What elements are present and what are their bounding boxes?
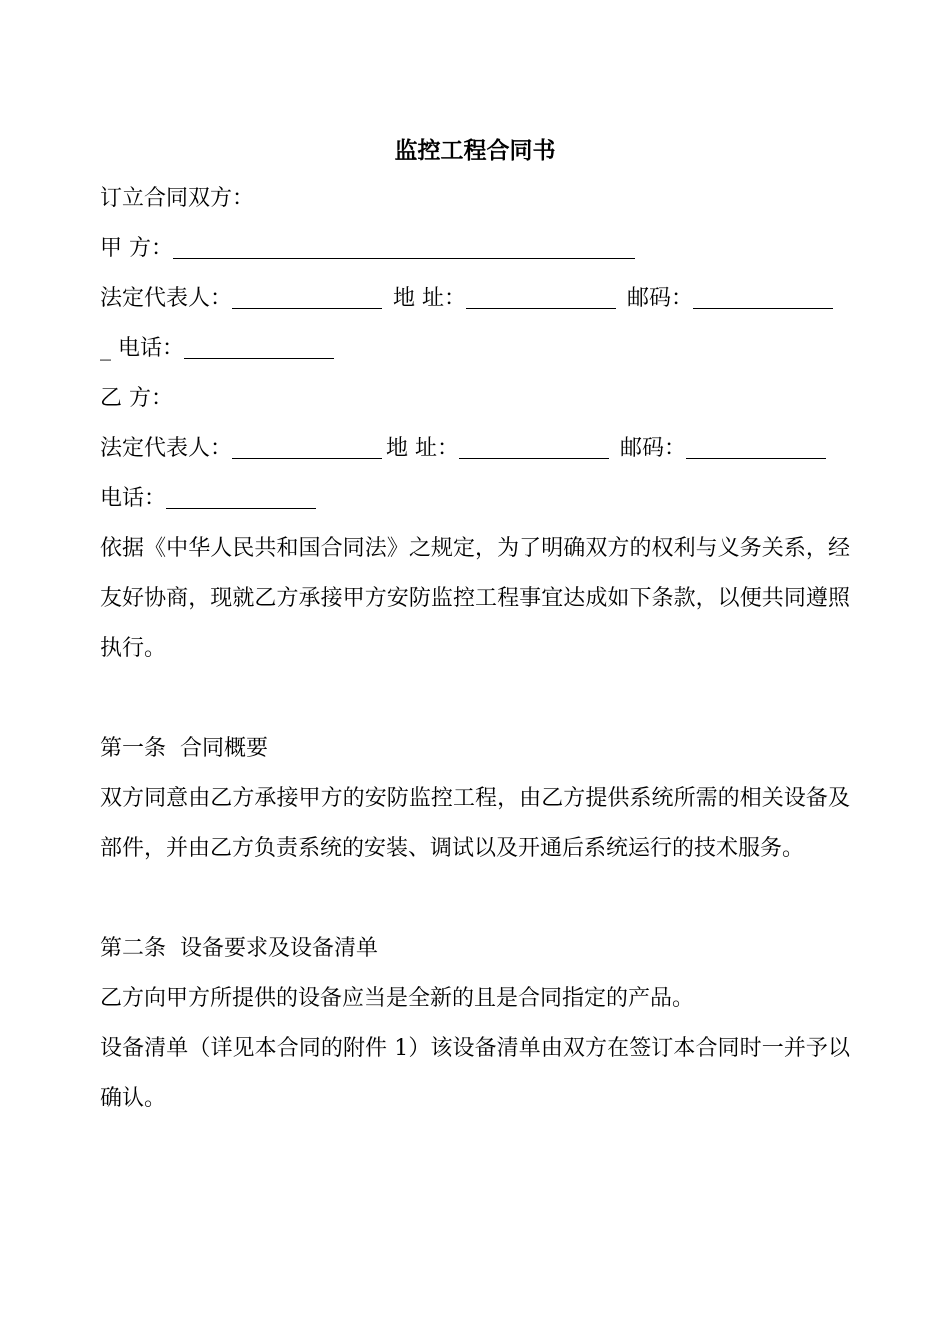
- party-a-line: [100, 224, 850, 274]
- party-b-details-line: [100, 424, 850, 474]
- party-a-addr-label: 地 址：: [393, 286, 467, 311]
- article-2-body-1: 乙方向甲方所提供的设备应当是全新的且是合同指定的产品。: [100, 986, 695, 1011]
- parties-intro: 订立合同双方：: [100, 186, 255, 211]
- party-b-rep-field[interactable]: [232, 432, 382, 459]
- party-a-details-line: [100, 274, 850, 324]
- document-title: 监控工程合同书: [394, 138, 556, 164]
- party-a-phone-label: _ 电话：: [100, 336, 184, 361]
- party-a-rep-label: 法定代表人：: [100, 286, 233, 311]
- article-1-heading: 第一条 合同概要: [100, 736, 268, 761]
- contract-page: [100, 128, 850, 1124]
- preamble-paragraph: 依据《中华人民共和国合同法》之规定，为了明确双方的权利与义务关系，经友好协商，现就乙方承接甲方安防监控工程事宜达成如下条款，以便共同遵照执行。: [100, 536, 850, 661]
- spacer: [100, 674, 850, 724]
- party-a-zip-label: 邮码：: [627, 286, 694, 311]
- article-1-body: 双方同意由乙方承接甲方的安防监控工程，由乙方提供系统所需的相关设备及部件，并由乙方负责系统的安装、调试以及开通后系统运行的技术服务。: [100, 786, 850, 861]
- party-b-zip-label: 邮码：: [620, 436, 687, 461]
- party-b-phone-line: [100, 474, 850, 524]
- party-b-rep-label: 法定代表人：: [100, 436, 233, 461]
- party-a-addr-field[interactable]: [466, 282, 616, 309]
- party-b-addr-label: 地 址：: [386, 436, 460, 461]
- party-a-rep-field[interactable]: [232, 282, 382, 309]
- party-a-name-field[interactable]: [173, 232, 635, 259]
- party-b-addr-field[interactable]: [459, 432, 609, 459]
- party-b-line: [100, 374, 850, 424]
- party-a-phone-field[interactable]: [184, 332, 334, 359]
- party-b-phone-label: 电话：: [100, 486, 167, 511]
- party-b-phone-field[interactable]: [166, 482, 316, 509]
- article-2-heading: 第二条 设备要求及设备清单: [100, 936, 378, 961]
- party-a-zip-field[interactable]: [693, 282, 833, 309]
- party-a-label: 甲 方：: [100, 236, 173, 261]
- spacer: [100, 874, 850, 924]
- party-a-phone-line: [100, 324, 850, 374]
- article-2-body-2: 设备清单（详见本合同的附件 1）该设备清单由双方在签订本合同时一并予以确认。: [100, 1036, 850, 1111]
- party-b-label: 乙 方：: [100, 386, 173, 411]
- party-b-zip-field[interactable]: [686, 432, 826, 459]
